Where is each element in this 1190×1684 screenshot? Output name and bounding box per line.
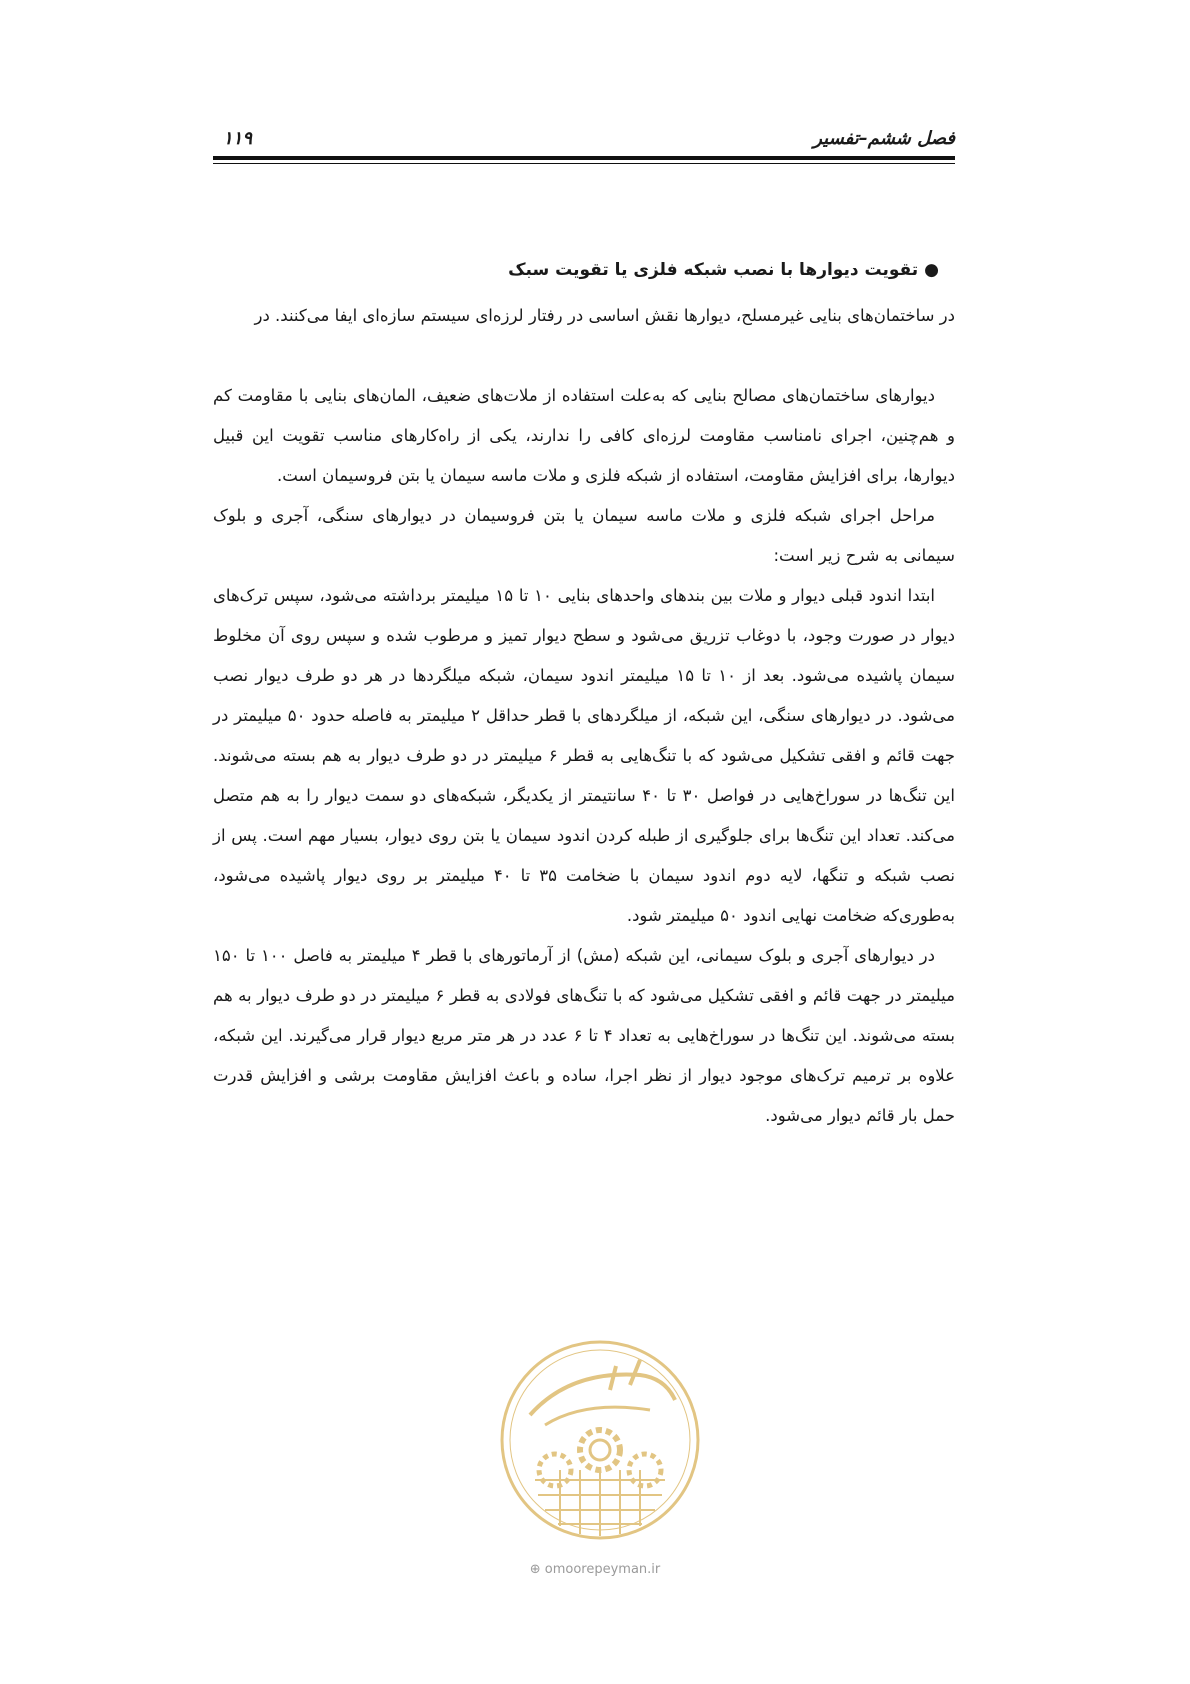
watermark-logo — [490, 1330, 710, 1560]
globe-icon: ⊕ — [529, 1562, 541, 1577]
chapter-title: فصل ششم–تفسیر — [813, 128, 955, 149]
paragraph-body: ابتدا اندود قبلی دیوار و ملات بین بندهای واحدهای بنایی ۱۰ تا ۱۵ میلیمتر برداشته می‌شود، سپس ترک‌های دیوار در صورت وجود، با دوغاب تزریق می‌شود و سطح دیوار تمیز و مرطوب شده و سپس روی آن مخلوط سیمان پاشیده می‌شود. بعد از ۱۰ تا ۱۵ میلیمتر اندود سیمان، شبکه میلگردها در هر دو طرف دیوار نصب می‌شود. در دیوارهای سنگی، این شبکه، از میلگردهای با قطر حداقل ۲ میلیمتر به فاصله حدود ۵۰ میلیمتر در جهت قائم و افقی تشکیل می‌شود که با تنگ‌هایی به قطر ۶ میلیمتر در دو طرف دیوار به هم بسته می‌شوند. این تنگ‌ها در سوراخ‌هایی در فواصل ۳۰ تا ۴۰ سانتیمتر از یکدیگر، شبکه‌های دو سمت دیوار را به هم متصل می‌کند. تعداد این تنگ‌ها برای جلوگیری از طبله کردن اندود سیمان یا بتن روی دیوار، بسیار مهم است. پس از نصب شبکه و تنگها، لایه دوم اندود سیمان با ضخامت ۳۵ تا ۴۰ میلیمتر بر روی دیوار پاشیده می‌شود، به‌طوری‌که ضخامت نهایی اندود ۵۰ میلیمتر شود. — [213, 586, 956, 925]
paragraph-intro: در ساختمان‌های بنایی غیرمسلح، دیوارها نقش اساسی در رفتار لرزه‌ای سیستم سازه‌ای ایفا می‌کنند. در — [254, 306, 955, 325]
paragraph-body: دیوارهای ساختمان‌های مصالح بنایی که به‌علت استفاده از ملات‌های ضعیف، المان‌های بنایی با مقاومت کم و هم‌چنین، اجرای نامناسب مقاومت لرزه‌ای کافی را ندارند، یکی از راه‌کارهای مناسب تقویت این قبیل دیوارها، برای افزایش مقاومت، استفاده از شبکه فلزی و ملات ماسه سیمان یا بتن فروسیمان است. — [213, 386, 955, 485]
section-content — [213, 252, 955, 1136]
paragraph-gap — [213, 336, 955, 376]
bullet-icon: ● — [924, 260, 939, 280]
header-rule-thin — [213, 163, 955, 164]
section-heading — [213, 252, 955, 288]
watermark-site-text: omoorepeyman.ir — [544, 1562, 661, 1577]
header-rule-thick — [213, 156, 955, 160]
section-heading-text: تقویت دیوارها با نصب شبکه فلزی یا تقویت سبک — [508, 260, 919, 280]
watermark-site — [0, 1562, 1190, 1577]
page-header — [213, 128, 955, 156]
paragraph-body: در دیوارهای آجری و بلوک سیمانی، این شبکه (مش) از آرماتورهای با قطر ۴ میلیمتر به فاصل ۱۰۰ تا ۱۵۰ میلیمتر در جهت قائم و افقی تشکیل می‌شود که با تنگ‌های فولادی به قطر ۶ میلیمتر در دو طرف دیوار به هم بسته می‌شوند. این تنگ‌ها در سوراخ‌هایی به تعداد ۴ تا ۶ عدد در هر متر مربع دیوار قرار می‌گیرند. این شبکه، علاوه بر ترمیم ترک‌های موجود دیوار از نظر اجرا، ساده و باعث افزایش مقاومت برشی و افزایش قدرت حمل بار قائم دیوار می‌شود. — [213, 946, 955, 1125]
page-number: ۱۱۹ — [223, 128, 253, 149]
paragraph-body: مراحل اجرای شبکه فلزی و ملات ماسه سیمان یا بتن فروسیمان در دیوارهای سنگی، آجری و بلوک سیمانی به شرح زیر است: — [213, 506, 955, 565]
